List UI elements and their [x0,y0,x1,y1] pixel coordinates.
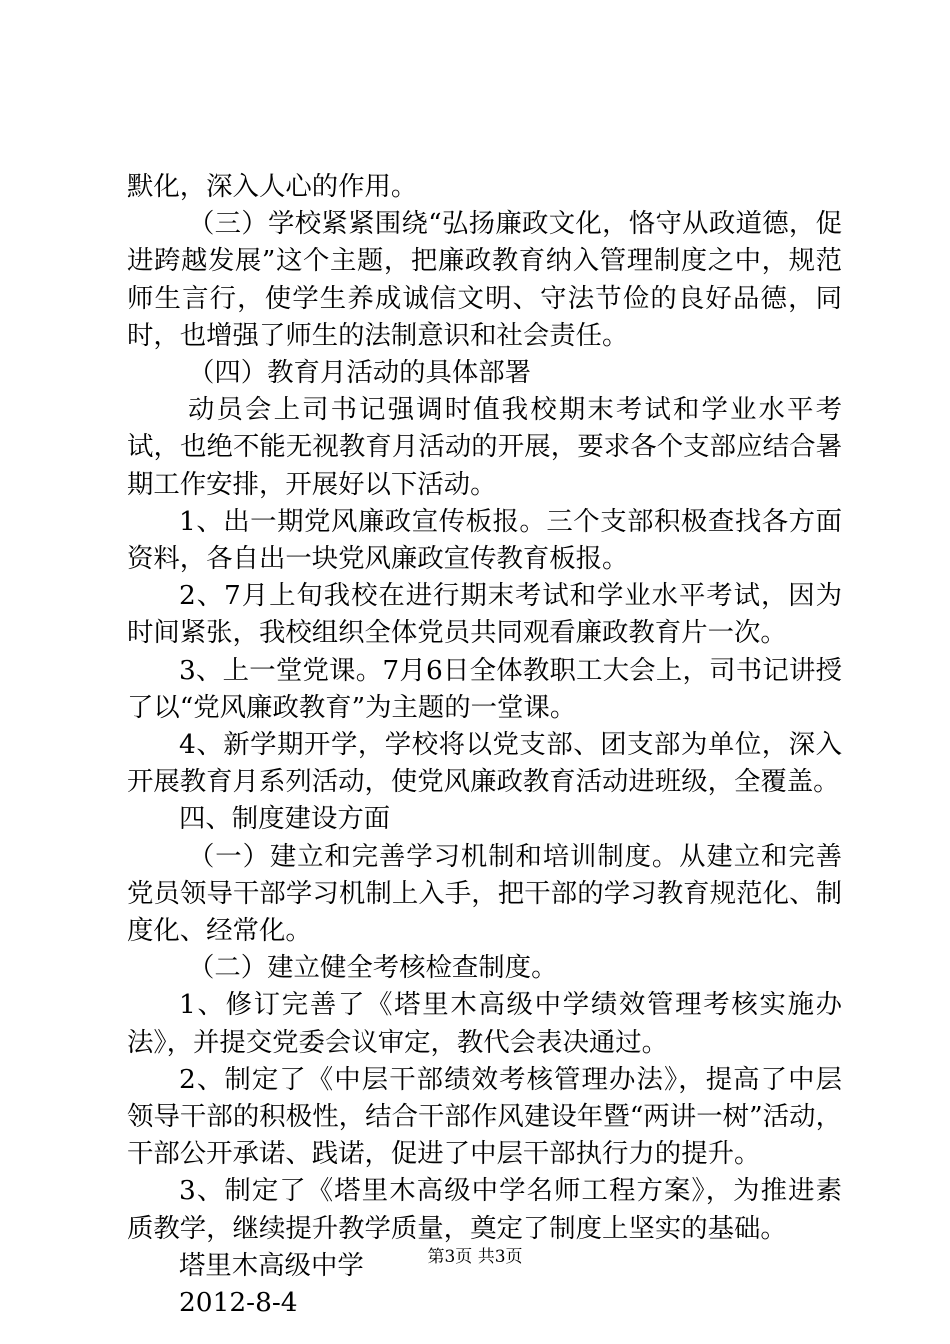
paragraph-rule-1: 1、修订完善了《塔里木高级中学绩效管理考核实施办法》，并提交党委会议审定，教代会表决通过。 [127,989,842,1058]
paragraph-system-2: （二）建立健全考核检查制度。 [188,952,558,984]
signature-date: 2012-8-4 [179,1287,298,1319]
paragraph-section-3: （三）学校紧紧围绕“弘扬廉政文化，恪守从政道德，促进跨越发展”这个主题，把廉政教育纳入管理制度之中，规范师生言行，使学生养成诚信文明、守法节俭的良好品德，同时，也增强了师生的法制意识和社会责任。 [127,208,842,351]
paragraph-activity-4: 4、新学期开学，学校将以党支部、团支部为单位，深入开展教育月系列活动，使党风廉政教育活动进班级，全覆盖。 [127,729,842,798]
signature-school-name: 塔里木高级中学 [179,1249,364,1281]
paragraph-continuation: 默化，深入人心的作用。 [127,171,418,202]
paragraph-rule-3: 3、制定了《塔里木高级中学名师工程方案》，为推进素质教学，继续提升教学质量，奠定了制度上坚实的基础。 [127,1175,842,1244]
paragraph-rule-2: 2、制定了《中层干部绩效考核管理办法》，提高了中层领导干部的积极性，结合干部作风建设年暨“两讲一树”活动，干部公开承诺、践诺，促进了中层干部执行力的提升。 [127,1063,842,1170]
paragraph-activity-2: 2、7月上旬我校在进行期末考试和学业水平考试，因为时间紧张，我校组织全体党员共同观看廉政教育片一次。 [127,580,842,649]
paragraph-activity-3: 3、上一堂党课。7月6日全体教职工大会上，司书记讲授了以“党风廉政教育”为主题的一堂课。 [127,654,842,723]
paragraph-activity-1: 1、出一期党风廉政宣传板报。三个支部积极查找各方面资料，各自出一块党风廉政宣传教育板报。 [127,505,842,575]
page-footer: 第3页 共3页 [427,1247,523,1267]
paragraph-section-4-heading: （四）教育月活动的具体部署 [188,357,532,389]
paragraph-mobilization: 动员会上司书记强调时值我校期末考试和学业水平考试，也绝不能无视教育月活动的开展，要求各个支部应结合暑期工作安排，开展好以下活动。 [127,394,842,500]
section-heading-system-building: 四、制度建设方面 [179,803,391,835]
document-body [127,168,842,1321]
paragraph-system-1: （一）建立和完善学习机制和培训制度。从建立和完善党员领导干部学习机制上入手，把干部的学习教育规范化、制度化、经常化。 [127,840,842,947]
